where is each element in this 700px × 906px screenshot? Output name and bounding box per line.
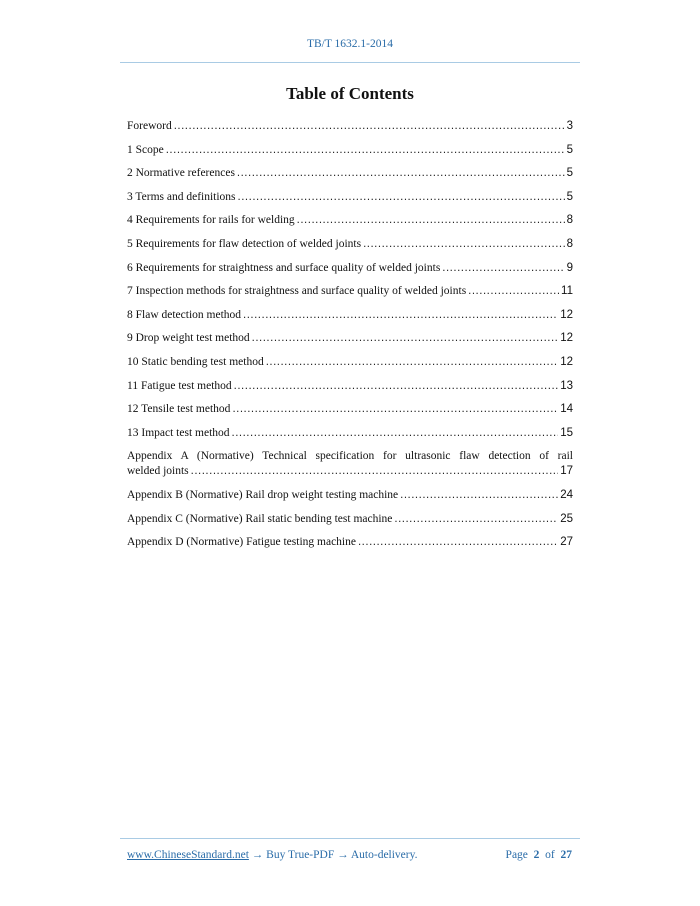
toc-item-text: 6 Requirements for straightness and surface quality of welded joints xyxy=(127,261,441,274)
toc-page-number: 27 xyxy=(560,536,573,549)
toc-item-impact-test[interactable] xyxy=(127,426,573,441)
toc-dot-leader xyxy=(238,190,565,205)
page-label: Page xyxy=(505,849,528,861)
toc-item-flaw-detection-method[interactable] xyxy=(127,308,573,323)
auto-delivery-text: Auto-delivery. xyxy=(350,849,418,861)
arrow-icon: → xyxy=(251,849,264,861)
toc-item-text: 12 Tensile test method xyxy=(127,403,231,416)
toc-dot-leader xyxy=(358,535,558,550)
toc-item-scope[interactable] xyxy=(127,143,573,158)
toc-page-number: 15 xyxy=(560,426,573,439)
page-of-label: of xyxy=(545,849,555,861)
toc-item-text: 8 Flaw detection method xyxy=(127,308,242,321)
toc-item-rail-requirements[interactable] xyxy=(127,213,573,228)
toc-item-appendix-c[interactable] xyxy=(127,512,573,527)
toc-page-number: 9 xyxy=(566,261,573,274)
toc-page-number: 8 xyxy=(566,214,573,227)
toc-dot-leader xyxy=(232,426,559,441)
toc-item-text: 9 Drop weight test method xyxy=(127,332,250,345)
toc-page-number: 25 xyxy=(560,512,573,525)
toc-item-text: 3 Terms and definitions xyxy=(127,190,236,203)
toc-item-fatigue-test[interactable] xyxy=(127,379,573,394)
header-divider xyxy=(120,62,580,63)
chinesestandard-link[interactable]: www.ChineseStandard.net xyxy=(127,849,249,861)
toc-item-appendix-a[interactable] xyxy=(127,449,573,479)
toc-item-text: welded joints xyxy=(127,465,189,478)
toc-item-normative-references[interactable] xyxy=(127,166,573,181)
toc-page-number: 5 xyxy=(566,190,573,203)
toc-dot-leader xyxy=(166,143,565,158)
toc-dot-leader xyxy=(237,166,565,181)
toc-page-number: 17 xyxy=(560,465,573,478)
toc-item-text: 2 Normative references xyxy=(127,167,235,180)
toc-dot-leader xyxy=(468,284,559,299)
toc-item-flaw-detection-requirements[interactable] xyxy=(127,237,573,252)
toc-page-number: 12 xyxy=(560,355,573,368)
toc-dot-leader xyxy=(243,308,558,323)
toc-dot-leader xyxy=(394,512,558,527)
toc-item-text-line1: Appendix A (Normative) Technical specification for ultrasonic flaw detection of rail xyxy=(127,450,573,463)
toc-page-number: 12 xyxy=(560,308,573,321)
toc-page-number: 8 xyxy=(566,237,573,250)
current-page-number: 2 xyxy=(533,849,540,861)
toc-dot-leader xyxy=(174,119,565,134)
toc-dot-leader xyxy=(442,261,564,276)
page-title: Table of Contents xyxy=(286,84,414,103)
toc-page-number: 5 xyxy=(566,167,573,180)
toc-dot-leader xyxy=(400,488,558,503)
toc-item-tensile-test[interactable] xyxy=(127,402,573,417)
toc-dot-leader xyxy=(266,355,559,370)
header-doc-id: TB/T 1632.1-2014 xyxy=(306,38,394,50)
buy-true-pdf-text: Buy True-PDF xyxy=(266,849,335,861)
toc-item-text: 10 Static bending test method xyxy=(127,355,264,368)
toc-dot-leader xyxy=(234,379,559,394)
toc-page-number: 11 xyxy=(561,285,573,298)
toc-item-text: 1 Scope xyxy=(127,143,164,156)
toc-dot-leader xyxy=(191,464,559,479)
toc-item-foreword[interactable] xyxy=(127,119,573,134)
footer-divider xyxy=(120,838,580,839)
toc-item-text: 11 Fatigue test method xyxy=(127,379,232,392)
total-pages-number: 27 xyxy=(560,849,572,861)
footer-links xyxy=(127,849,418,861)
toc-item-text: 5 Requirements for flaw detection of welded joints xyxy=(127,237,362,250)
toc-item-text: 4 Requirements for rails for welding xyxy=(127,214,295,227)
toc-page-number: 12 xyxy=(560,332,573,345)
toc-item-text: Appendix B (Normative) Rail drop weight testing machine xyxy=(127,488,399,501)
toc-item-straightness-requirements[interactable] xyxy=(127,261,573,276)
toc-item-text: 13 Impact test method xyxy=(127,426,230,439)
toc-item-drop-weight-test[interactable] xyxy=(127,331,573,346)
toc-page-number: 24 xyxy=(560,488,573,501)
toc-dot-leader xyxy=(232,402,558,417)
toc-dot-leader xyxy=(297,213,565,228)
arrow-icon: → xyxy=(337,849,349,861)
toc-page-number: 5 xyxy=(566,143,573,156)
toc-dot-leader xyxy=(363,237,565,252)
toc-page-number: 3 xyxy=(566,120,573,132)
toc-page-number: 13 xyxy=(560,379,573,392)
page-indicator xyxy=(506,849,572,861)
table-of-contents xyxy=(127,119,573,559)
toc-item-appendix-d[interactable] xyxy=(127,535,573,550)
toc-item-text: Foreword xyxy=(127,120,172,132)
toc-item-terms-definitions[interactable] xyxy=(127,190,573,205)
toc-item-text: Appendix C (Normative) Rail static bending test machine xyxy=(127,512,393,525)
toc-item-inspection-methods[interactable] xyxy=(127,284,573,299)
toc-page-number: 14 xyxy=(560,403,573,416)
toc-item-appendix-b[interactable] xyxy=(127,488,573,503)
toc-dot-leader xyxy=(252,331,559,346)
toc-item-static-bending-test[interactable] xyxy=(127,355,573,370)
toc-item-text: 7 Inspection methods for straightness and surface quality of welded joints xyxy=(127,285,467,298)
toc-item-text: Appendix D (Normative) Fatigue testing machine xyxy=(127,536,356,549)
